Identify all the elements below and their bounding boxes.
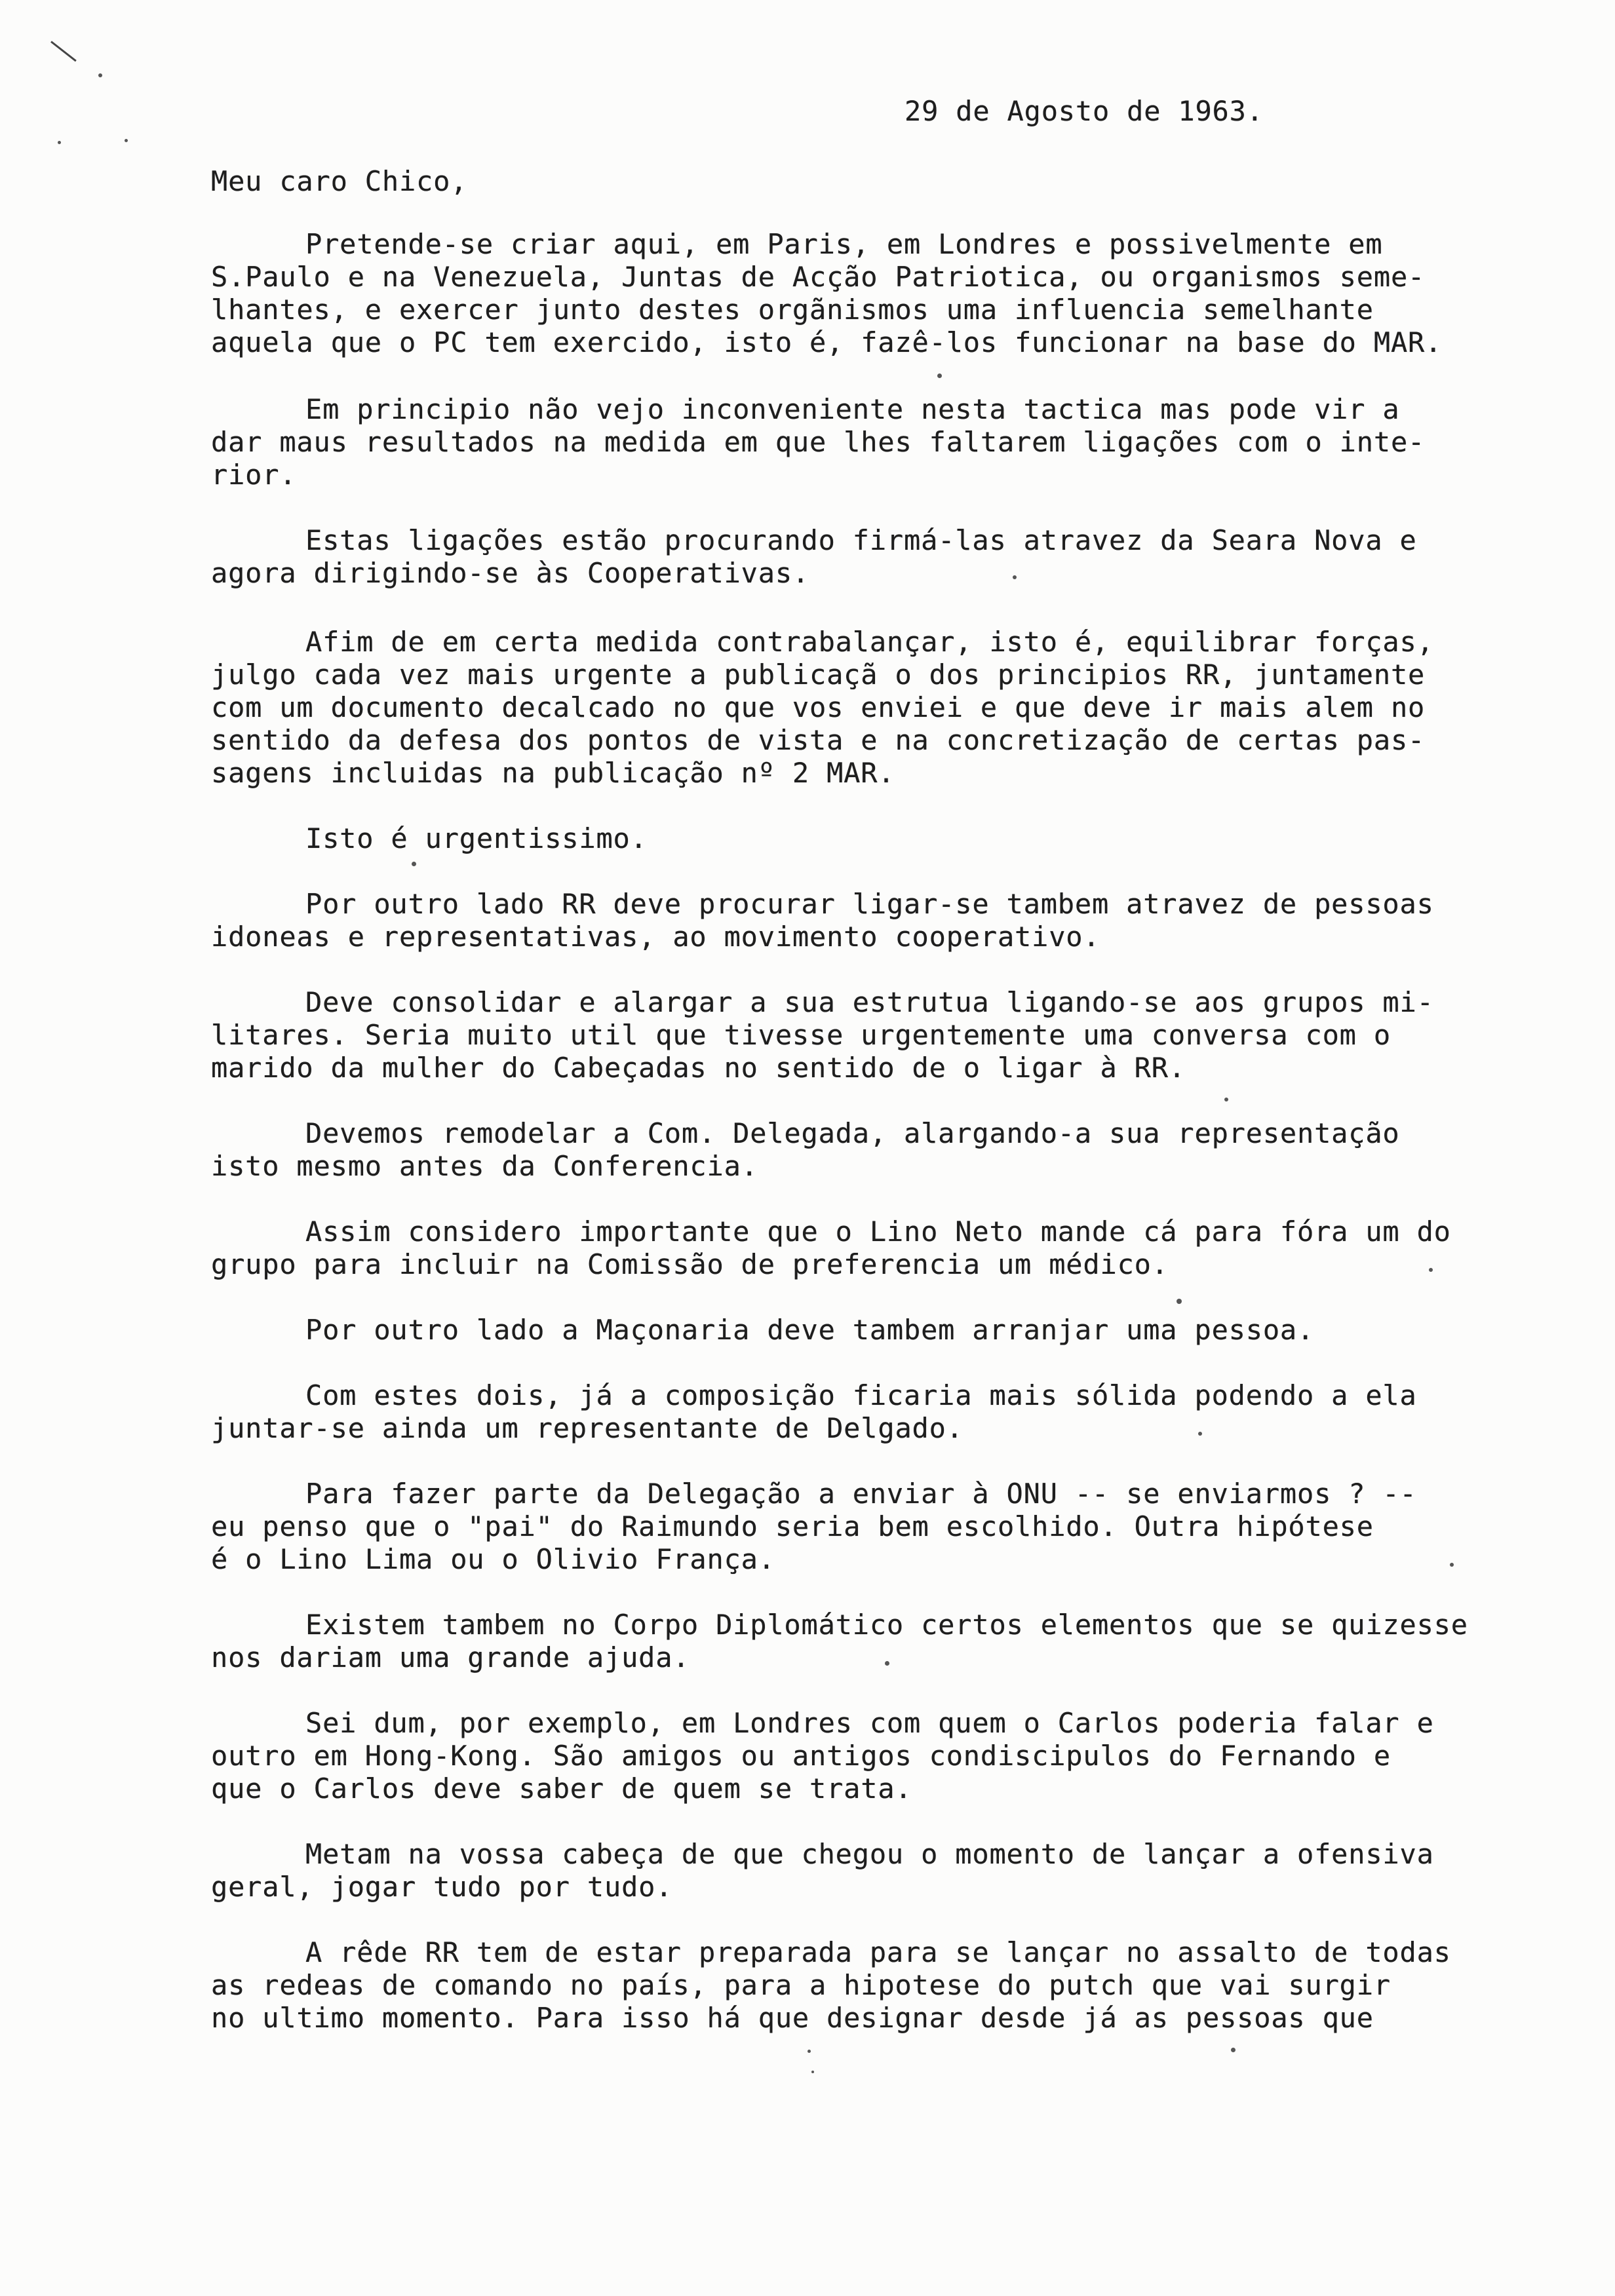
letter-paragraph	[211, 626, 1594, 790]
text-line: aquela que o PC tem exercido, isto é, fazê-los funcionar na base do MAR.	[211, 326, 1443, 358]
ink-speck	[1198, 1432, 1202, 1436]
ink-speck	[811, 2071, 814, 2073]
letter-paragraph	[211, 228, 1594, 359]
ink-speck	[1177, 1299, 1182, 1304]
text-line: idoneas e representativas, ao movimento cooperativo.	[211, 921, 1100, 953]
scan-mark	[98, 73, 102, 77]
text-line: outro em Hong-Kong. São amigos ou antigos condiscipulos do Fernando e	[211, 1740, 1391, 1772]
text-line: Pretende-se criar aqui, em Paris, em Londres e possivelmente em	[305, 228, 1383, 260]
ink-speck	[937, 373, 942, 378]
letter-paragraph	[211, 1936, 1594, 2035]
text-line: sentido da defesa dos pontos de vista e na concretização de certas pas-	[211, 724, 1426, 756]
scan-mark	[125, 139, 128, 142]
letter-paragraph	[211, 1215, 1594, 1281]
ink-speck	[1231, 2048, 1236, 2052]
ink-speck	[1013, 575, 1017, 579]
letter-paragraph	[211, 1117, 1594, 1183]
text-line: sagens incluidas na publicação nº 2 MAR.	[211, 757, 895, 789]
text-line: Em principio não vejo inconveniente nesta tactica mas pode vir a	[305, 393, 1400, 425]
letter-paragraph	[211, 1838, 1594, 1904]
text-line: é o Lino Lima ou o Olivio França.	[211, 1543, 775, 1575]
text-line: juntar-se ainda um representante de Delgado.	[211, 1412, 963, 1444]
text-line: eu penso que o "pai" do Raimundo seria bem escolhido. Outra hipótese	[211, 1510, 1374, 1542]
text-line: julgo cada vez mais urgente a publicaçã o dos principios RR, juntamente	[211, 659, 1426, 691]
ink-speck	[808, 2050, 811, 2053]
text-line: as redeas de comando no país, para a hipotese do putch que vai surgir	[211, 1969, 1391, 2001]
text-line: geral, jogar tudo por tudo.	[211, 1871, 673, 1903]
ink-speck	[1224, 1098, 1228, 1101]
letter-paragraph	[211, 1379, 1594, 1445]
text-line: Metam na vossa cabeça de que chegou o momento de lançar a ofensiva	[305, 1838, 1434, 1870]
text-line: marido da mulher do Cabeçadas no sentido de o ligar à RR.	[211, 1052, 1186, 1084]
text-line: nos dariam uma grande ajuda.	[211, 1641, 690, 1674]
letter-paragraph	[211, 888, 1594, 953]
text-line: isto mesmo antes da Conferencia.	[211, 1150, 758, 1182]
letter-paragraph	[211, 524, 1594, 590]
text-line: Existem tambem no Corpo Diplomático certos elementos que se quizesse	[305, 1609, 1468, 1641]
text-line: Sei dum, por exemplo, em Londres com quem o Carlos poderia falar e	[305, 1707, 1434, 1739]
text-line: rior.	[211, 459, 297, 491]
scan-mark	[50, 41, 77, 62]
text-line: dar maus resultados na medida em que lhes faltarem ligações com o inte-	[211, 426, 1426, 458]
letter-paragraph	[211, 1478, 1594, 1576]
text-line: Estas ligações estão procurando firmá-las atravez da Seara Nova e	[305, 524, 1417, 556]
text-line: lhantes, e exercer junto destes orgãnismos uma influencia semelhante	[211, 294, 1374, 326]
letter-paragraph	[211, 1314, 1594, 1347]
text-line: Deve consolidar e alargar a sua estrutua ligando-se aos grupos mi-	[305, 986, 1434, 1018]
text-line: Com estes dois, já a composição ficaria mais sólida podendo a ela	[305, 1379, 1417, 1411]
letter-paragraph	[211, 1707, 1594, 1805]
text-line: Assim considero importante que o Lino Neto mande cá para fóra um do	[305, 1215, 1451, 1248]
ink-speck	[1429, 1268, 1433, 1272]
text-line: que o Carlos deve saber de quem se trata.	[211, 1772, 912, 1805]
text-line: Isto é urgentissimo.	[305, 822, 648, 854]
text-line: Por outro lado RR deve procurar ligar-se tambem atravez de pessoas	[305, 888, 1434, 920]
text-line: agora dirigindo-se às Cooperativas.	[211, 557, 810, 589]
letter-paragraph	[211, 393, 1594, 491]
ink-speck	[412, 862, 416, 866]
text-line: S.Paulo e na Venezuela, Juntas de Acção Patriotica, ou organismos seme-	[211, 261, 1426, 293]
text-line: A rêde RR tem de estar preparada para se lançar no assalto de todas	[305, 1936, 1451, 1968]
ink-speck	[1450, 1563, 1454, 1567]
text-line: grupo para incluir na Comissão de preferencia um médico.	[211, 1248, 1169, 1280]
text-line: com um documento decalcado no que vos enviei e que deve ir mais alem no	[211, 691, 1426, 723]
letter-paragraph	[211, 1609, 1594, 1674]
text-line: litares. Seria muito util que tivesse urgentemente uma conversa com o	[211, 1019, 1391, 1051]
letter-paragraph	[211, 822, 1594, 855]
letter-date: 29 de Agosto de 1963.	[905, 95, 1264, 127]
ink-speck	[885, 1661, 889, 1666]
scan-mark	[58, 141, 61, 144]
text-line: Afim de em certa medida contrabalançar, isto é, equilibrar forças,	[305, 626, 1434, 658]
text-line: Por outro lado a Maçonaria deve tambem arranjar uma pessoa.	[305, 1314, 1315, 1346]
letter-salutation: Meu caro Chico,	[211, 165, 468, 197]
text-line: Devemos remodelar a Com. Delegada, alargando-a sua representação	[305, 1117, 1400, 1149]
text-line: no ultimo momento. Para isso há que designar desde já as pessoas que	[211, 2002, 1374, 2034]
text-line: Para fazer parte da Delegação a enviar à ONU -- se enviarmos ? --	[305, 1478, 1417, 1510]
letter-paragraph	[211, 986, 1594, 1084]
